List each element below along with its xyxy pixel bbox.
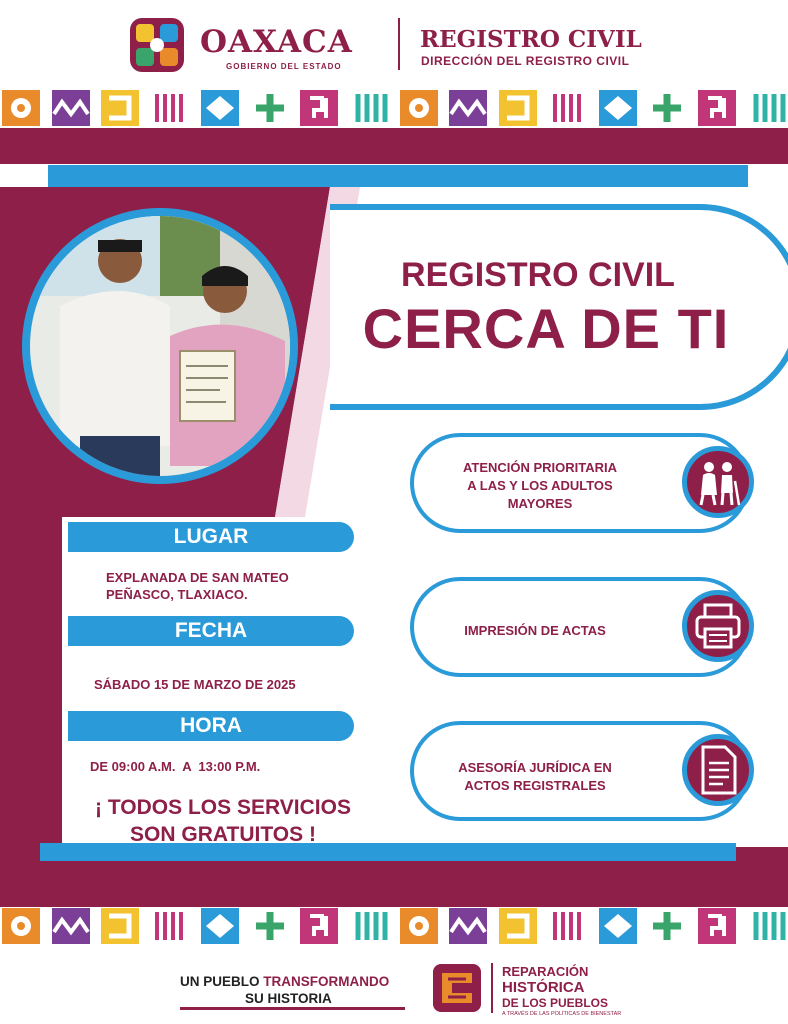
bracket-tile-icon bbox=[499, 90, 537, 126]
zigzag-tile-icon bbox=[449, 90, 487, 126]
diamond-tile-icon bbox=[201, 908, 239, 944]
stripes-tile-icon bbox=[748, 90, 786, 126]
slogan-line2: SU HISTORIA bbox=[245, 991, 332, 1006]
waves-tile-icon bbox=[151, 908, 189, 944]
registro-civil-subtitle: DIRECCIÓN DEL REGISTRO CIVIL bbox=[421, 54, 630, 68]
header-divider bbox=[398, 18, 400, 70]
bracket-tile-icon bbox=[101, 908, 139, 944]
slogan-line1 bbox=[180, 974, 389, 989]
pattern-strip-bottom bbox=[0, 906, 788, 946]
flower-tile-icon bbox=[400, 908, 438, 944]
glyph-tile-icon bbox=[698, 90, 736, 126]
service-elderly-line2: A LAS Y LOS ADULTOS bbox=[467, 478, 613, 493]
service-printing-line1: IMPRESIÓN DE ACTAS bbox=[464, 623, 606, 638]
glyph-tile-icon bbox=[698, 908, 736, 944]
rep-line4: A TRAVÉS DE LAS POLÍTICAS DE BIENESTAR bbox=[502, 1011, 622, 1017]
oaxaca-subtitle: GOBIERNO DEL ESTADO bbox=[226, 62, 342, 71]
rep-line2: HISTÓRICA bbox=[502, 979, 585, 996]
free-services-notice bbox=[82, 794, 364, 848]
lugar-label: LUGAR bbox=[68, 522, 354, 552]
waves-tile-icon bbox=[549, 908, 587, 944]
service-printing-text bbox=[430, 622, 640, 640]
waves-tile-icon bbox=[549, 90, 587, 126]
reparacion-logo bbox=[432, 963, 482, 1013]
glyph-tile-icon bbox=[300, 90, 338, 126]
rep-line3: DE LOS PUEBLOS bbox=[502, 996, 609, 1010]
service-elderly-text bbox=[430, 459, 650, 513]
diamond-tile-icon bbox=[599, 908, 637, 944]
registro-civil-title: REGISTRO CIVIL bbox=[420, 26, 642, 53]
rep-line1: REPARACIÓN bbox=[502, 964, 589, 979]
cross-tile-icon bbox=[251, 908, 289, 944]
zigzag-tile-icon bbox=[52, 90, 90, 126]
stripes-tile-icon bbox=[350, 90, 388, 126]
photo-circle bbox=[20, 206, 300, 486]
stripes-tile-icon bbox=[748, 908, 786, 944]
oaxaca-logo bbox=[128, 16, 186, 74]
flower-tile-icon bbox=[2, 90, 40, 126]
free-line1: ¡ TODOS LOS SERVICIOS bbox=[95, 796, 351, 819]
slogan-underline bbox=[180, 1007, 405, 1010]
footer-divider bbox=[491, 963, 493, 1013]
oaxaca-title: OAXACA bbox=[200, 24, 353, 60]
document-icon bbox=[682, 734, 754, 806]
hora-label: HORA bbox=[68, 711, 354, 741]
service-legal-text bbox=[430, 759, 640, 795]
cross-tile-icon bbox=[648, 90, 686, 126]
free-line2: SON GRATUITOS ! bbox=[130, 823, 316, 846]
cross-tile-icon bbox=[251, 90, 289, 126]
service-legal-line1: ASESORÍA JURÍDICA EN bbox=[458, 760, 612, 775]
cross-tile-icon bbox=[648, 908, 686, 944]
lugar-line2: PEÑASCO, TLAXIACO. bbox=[106, 587, 248, 602]
service-elderly-line1: ATENCIÓN PRIORITARIA bbox=[462, 460, 618, 475]
bracket-tile-icon bbox=[499, 908, 537, 944]
zigzag-tile-icon bbox=[449, 908, 487, 944]
header bbox=[0, 0, 788, 86]
bracket-tile-icon bbox=[101, 90, 139, 126]
slogan-part2: TRANSFORMANDO bbox=[263, 974, 390, 989]
hora-value: DE 09:00 A.M. A 13:00 P.M. bbox=[90, 759, 261, 774]
lugar-line1: EXPLANADA DE SAN MATEO bbox=[106, 570, 289, 585]
waves-tile-icon bbox=[151, 90, 189, 126]
hero-title-line1: REGISTRO CIVIL bbox=[401, 256, 675, 294]
elderly-icon bbox=[682, 446, 754, 518]
slogan-part1: UN PUEBLO bbox=[180, 974, 264, 989]
service-legal-line2: ACTOS REGISTRALES bbox=[464, 778, 606, 793]
glyph-tile-icon bbox=[300, 908, 338, 944]
flower-tile-icon bbox=[400, 90, 438, 126]
zigzag-tile-icon bbox=[52, 908, 90, 944]
maroon-band-top bbox=[0, 128, 788, 164]
blue-band-top bbox=[48, 165, 748, 187]
diamond-tile-icon bbox=[201, 90, 239, 126]
stripes-tile-icon bbox=[350, 908, 388, 944]
hero-title-line2: CERCA DE TI bbox=[362, 297, 730, 360]
flower-tile-icon bbox=[2, 908, 40, 944]
fecha-label: FECHA bbox=[68, 616, 354, 646]
service-elderly-line3: MAYORES bbox=[507, 496, 573, 511]
diamond-tile-icon bbox=[599, 90, 637, 126]
fecha-value: SÁBADO 15 DE MARZO DE 2025 bbox=[94, 677, 296, 692]
pattern-strip-top bbox=[0, 88, 788, 128]
printer-icon bbox=[682, 590, 754, 662]
